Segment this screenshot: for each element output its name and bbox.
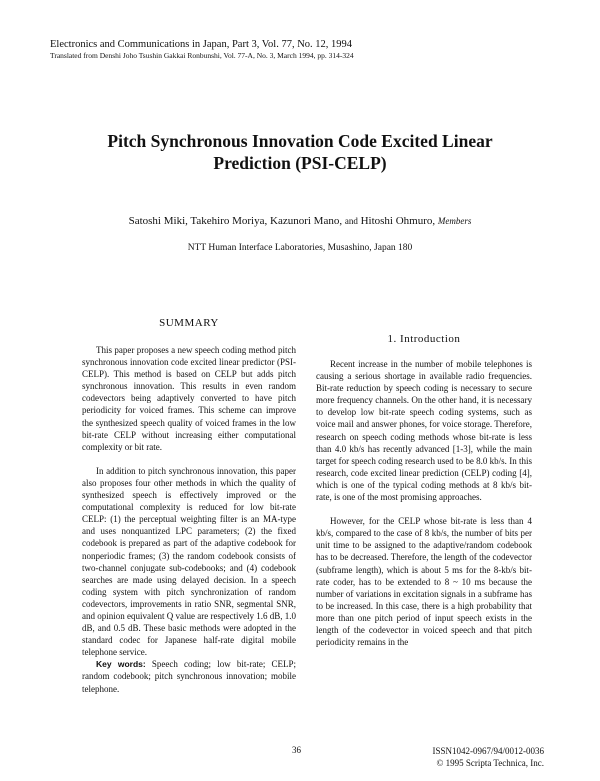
author-list [40,214,560,228]
introduction-heading: 1. Introduction [387,333,461,345]
author-and: and [344,216,358,226]
publication-info [432,745,544,769]
right-column [316,310,532,648]
summary-heading: SUMMARY [159,317,219,329]
translation-source: Translated from Denshi Joho Tsushin Gakkai Ronbunshi, Vol. 77-A, No. 3, March 1994, pp. 314-324 [50,51,354,60]
introduction-paragraph-2: However, for the CELP whose bit-rate is less than 4 kb/s, compared to the case of 8 kb/s, the number of bits per unit time to be assigned to the adaptive/random codebook has to be decreased. Therefore, the length of the codevector (subframe length), which is about 5 ms for the 8-kb/s bit-rate coder, has to be extended to 8 ~ 10 ms because the number of variations in excitation signals in a subframe has to be increased. In this case, there is a high probability that more than one pitch period of input speech exists in the length of the codevector in voiced speech and that pitch periodicity remains in the [316,516,532,648]
journal-header [50,38,354,61]
author-names-1: Satoshi Miki, Takehiro Moriya, Kazunori Mano, [128,215,343,227]
keywords-label: Key words: [96,659,146,670]
page-number: 36 [292,745,301,755]
left-column [82,316,296,695]
copyright: © 1995 Scripta Technica, Inc. [436,758,544,768]
issn: ISSN1042-0967/94/0012-0036 [432,746,544,756]
affiliation: NTT Human Interface Laboratories, Musashino, Japan 180 [187,243,413,253]
paper-title [60,130,540,174]
author-names-2: Hitoshi Ohmuro, [360,215,436,227]
introduction-paragraph-1: Recent increase in the number of mobile telephones is causing a serious shortage in available radio frequencies. Bit-rate reduction by speech coding is necessary to secure more frequency channels. On the other hand, it is necessary to develop low bit-rate speech coding systems, such as voice mail and answer phones, for voice storage. Therefore, research on speech coding methods whose bit-rate is less than 4.0 kb/s has recently advanced [1-3], while the main target for speech coding research used to be 8.0 kb/s. In this research, code excited linear prediction (CELP) coding [4], which is one of the typical coding methods at 8 kb/s bit-rate, is one of the most promising approaches. [316,359,532,503]
author-role: Members [437,216,472,226]
journal-citation: Electronics and Communications in Japan, Part 3, Vol. 77, No. 12, 1994 [50,39,353,50]
keywords [82,658,296,694]
summary-paragraph-2: In addition to pitch synchronous innovation, this paper also proposes four other methods in which the quality of synthesized speech is effectively improved or the computational complexity is reduced for low bit-rate CELP: (1) the perceptual weighting filter is an MA-type and uses nonquantized LPC parameters; (2) the fixed codebook is prepared as part of the adaptive codebook for nonperiodic frames; (3) the random codebook consists of two-channel conjugate sub-codebooks; and (4) codebook searches are made using delayed decision. In a speech coding system with pitch synchronization of random codevectors, improvements in ratio SNR, segmental SNR, and opinion equivalent Q value are respectively 1.6 dB, 1.0 dB, and 0.5 dB. These basic methods were adopted in the standard codec for Japanese half-rate digital mobile telephone service. [82,465,296,658]
keywords-text: Speech coding; low bit-rate; CELP; random codebook; pitch synchronous innovation; mobile telephone. [82,659,296,694]
title-line-1: Pitch Synchronous Innovation Code Excited Linear [107,131,493,151]
summary-paragraph-1: This paper proposes a new speech coding method pitch synchronous innovation code excited linear predictor (PSI-CELP). This method is based on CELP but adds pitch synchronous innovation. This results in even random codevectors being adaptively converted to have pitch periodicity for voiced frames. This scheme can improve the synthesized speech quality of voiced frames in the low bit-rate CELP without increasing either computational complexity or bit rate. [82,345,296,452]
title-line-2: Prediction (PSI-CELP) [213,153,387,173]
